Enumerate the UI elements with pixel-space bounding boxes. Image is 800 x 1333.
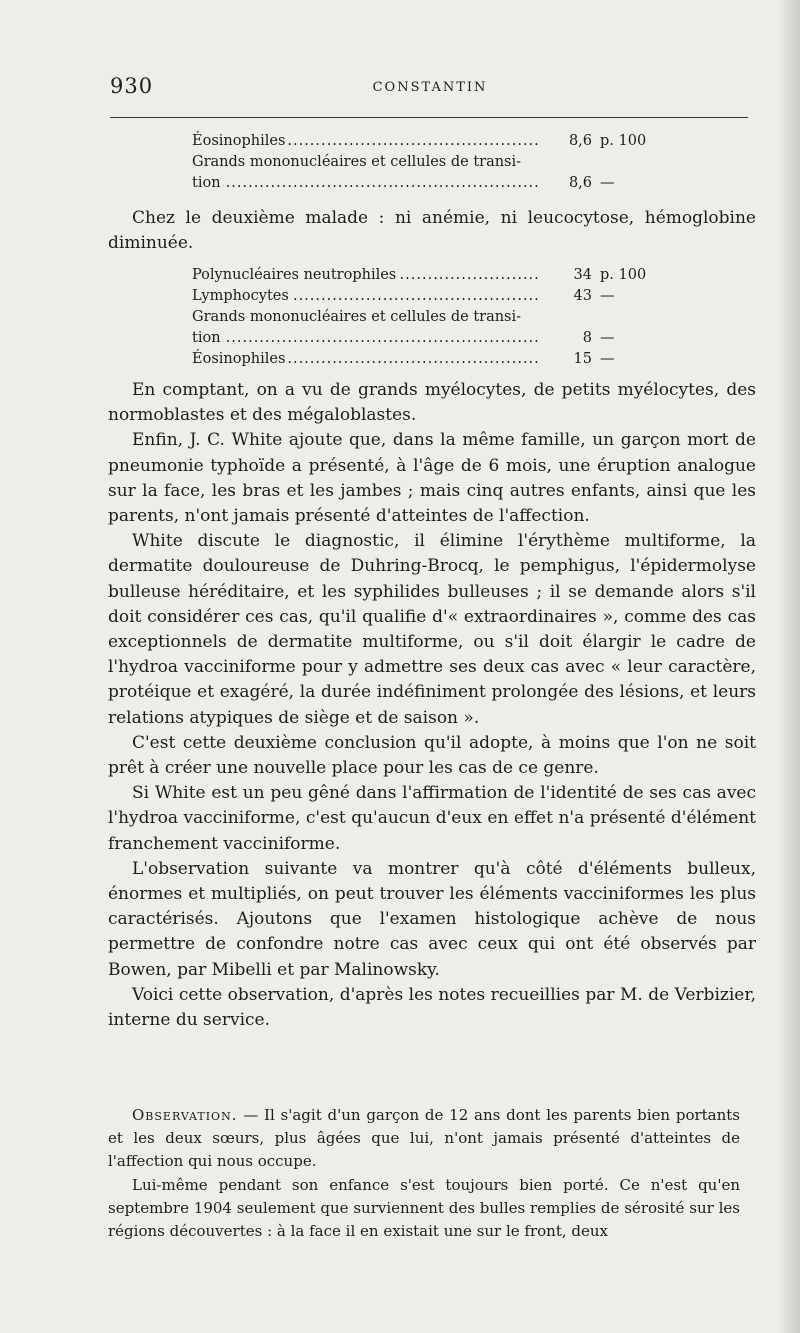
header-rule [110,117,748,118]
row-value: 34 [573,267,592,283]
page-number: 930 [110,74,154,98]
row-label: Lymphocytes [192,286,291,307]
row-value: 43 [573,288,592,304]
row-value: 15 [573,351,592,367]
blood-count-table-1 [192,131,668,194]
table-row [192,265,668,286]
row-label: tion [192,328,223,349]
page-edge-shadow [778,0,800,1333]
row-unit: p. 100 [600,133,647,149]
observation-paragraph-2: Lui-même pendant son enfance s'est toujours bien porté. Ce n'est qu'en septembre 1904 seulement que surviennent des bulles remplies de sérosité sur les régions découvertes : à la face il en existait une sur le front, deux [108,1175,740,1241]
observation-section [108,1104,740,1243]
main-text [108,378,756,1033]
row-unit: — [600,288,615,304]
row-label: Grands mononucléaires et cellules de transi- [192,309,522,325]
observation-label: Observation. [132,1106,238,1124]
observation-text: — Il s'agit d'un garçon de 12 ans dont les parents bien portants et les deux sœurs, plus âgées que lui, n'ont jamais présenté d'atteintes de l'affection qui nous occupe. [108,1106,740,1171]
table-row [192,328,668,349]
paragraph: En comptant, on a vu de grands myélocytes, de petits myélocytes, des normoblastes et des mégaloblastes. [108,380,756,426]
row-unit: — [600,175,615,191]
paragraph: C'est cette deuxième conclusion qu'il adopte, à moins que l'on ne soit prêt à créer une nouvelle place pour les cas de ce genre. [108,732,756,779]
table-row [192,286,668,307]
page-header [110,74,750,104]
row-value: 8,6 [568,175,592,191]
row-label: Éosinophiles [192,349,287,370]
row-unit: — [600,351,615,367]
observation-paragraph [108,1104,740,1174]
paragraph: Si White est un peu gêné dans l'affirmation de l'identité de ses cas avec l'hydroa vacciniforme, c'est qu'aucun d'eux en effet n'a présenté d'élément franchement vacciniforme. [108,783,756,854]
table-row [192,349,668,370]
row-unit: — [600,330,615,346]
row-value: 8,6 [568,133,592,149]
table-row [192,131,668,152]
row-label: tion [192,173,223,194]
row-unit: p. 100 [600,267,647,283]
table-row [192,173,668,194]
row-label: Éosinophiles [192,131,287,152]
paragraph: Enfin, J. C. White ajoute que, dans la même famille, un garçon mort de pneumonie typhoïde a présenté, à l'âge de 6 mois, une éruption analogue sur la face, les bras et les jambes ; mais cinq autres enfants, ainsi que les parents, n'ont jamais présenté d'atteintes de l'affection. [108,430,756,527]
running-head: CONSTANTIN [372,80,488,95]
row-label: Polynucléaires neutrophiles [192,265,398,286]
paragraph: White discute le diagnostic, il élimine l'érythème multiforme, la dermatite douloureuse de Duhring-Brocq, le pemphigus, l'épidermolyse bulleuse héréditaire, et les syphilides bulleuses ; il se demande alors s'il doit considérer ces cas, qu'il qualifie d'« extraordinaires », comme des cas exceptionnels de dermatite multiforme, ou s'il doit élargir le cadre de l'hydroa vacciniforme pour y admettre ses deux cas avec « leur caractère, protéique et exagéré, la durée indéfiniment prolongée des lésions, et leurs relations atypiques de siège et de saison ». [108,531,756,728]
table-row [192,152,668,173]
row-label: Grands mononucléaires et cellules de transi- [192,154,522,170]
blood-count-table-2 [192,265,668,370]
paragraph: L'observation suivante va montrer qu'à côté d'éléments bulleux, énormes et multipliés, on peut trouver les éléments vacciniformes les plus caractérisés. Ajoutons que l'examen histologique achève de nous permettre de confondre notre cas avec ceux qui ont été observés par Bowen, par Mibelli et par Malinowsky. [108,858,756,980]
row-value: 8 [582,330,592,346]
paragraph: Voici cette observation, d'après les notes recueillies par M. de Verbizier, interne du service. [108,984,756,1031]
paragraph-second-patient: Chez le deuxième malade : ni anémie, ni leucocytose, hémoglobine diminuée. [108,208,756,254]
table-row [192,307,668,328]
